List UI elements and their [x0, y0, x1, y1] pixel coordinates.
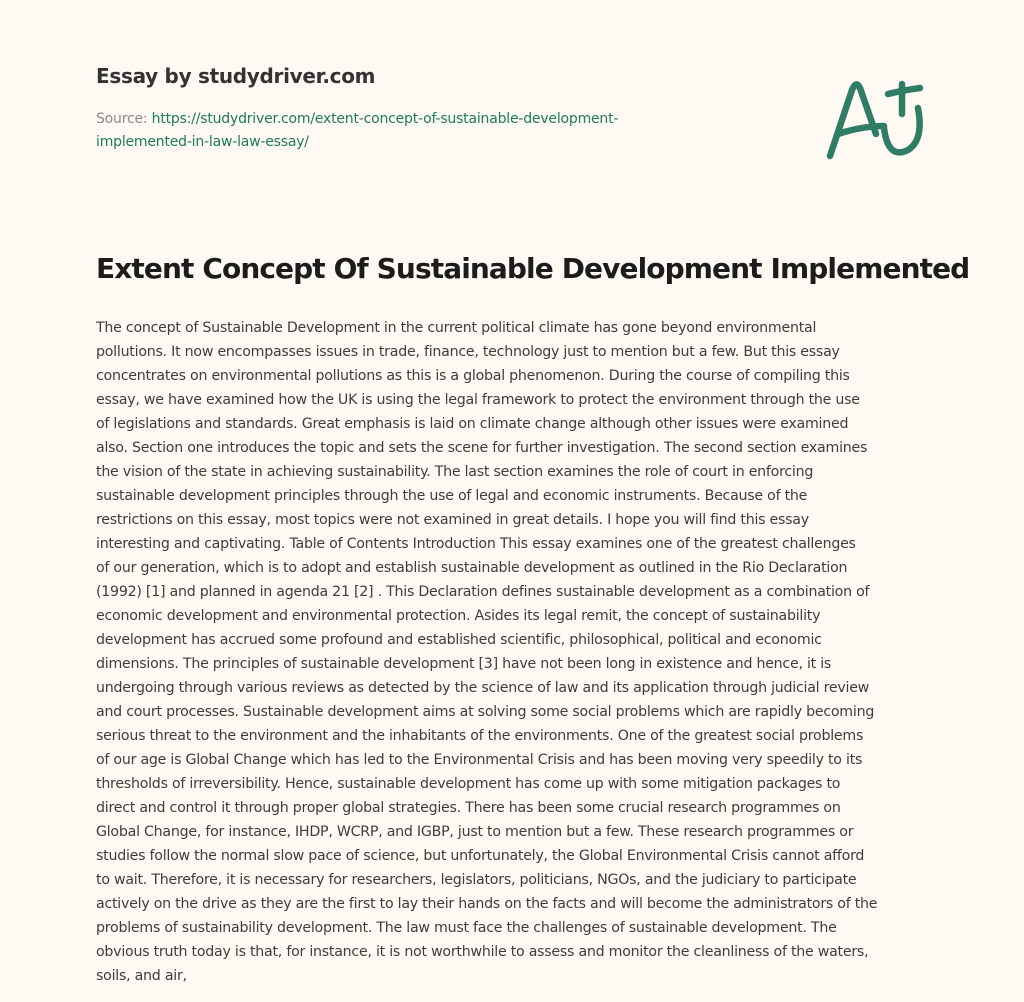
article-body [96, 316, 936, 988]
source-link[interactable] [96, 111, 618, 150]
site-title: Essay by studydriver.com [96, 64, 376, 88]
a-plus-grade-icon [822, 38, 942, 168]
source-link-line2[interactable]: implemented-in-law-law-essay/ [96, 134, 309, 150]
article-line: soils, and air, [96, 968, 187, 984]
article-line: serious threat to the environment and the inhabitants of the environments. One of the greatest social problems [96, 728, 864, 744]
source-link-line1[interactable]: https://studydriver.com/extent-concept-of-sustainable-development- [151, 111, 619, 127]
article-line: sustainable development principles through the use of legal and economic instruments. Because of the [96, 488, 808, 504]
article-line: problems of sustainability development. The law must face the challenges of sustainable development. The [96, 920, 837, 936]
article-line: the vision of the state in achieving sustainability. The last section examines the role of court in enforcing [96, 464, 814, 480]
article-line: (1992) [1] and planned in agenda 21 [2] . This Declaration defines sustainable development as a combination of [96, 584, 870, 600]
article-line: actively on the drive as they are the first to lay their hands on the facts and will become the administrators of the [96, 896, 878, 912]
page-header [96, 64, 736, 154]
article-line: essay, we have examined how the UK is using the legal framework to protect the environment through the use [96, 392, 860, 408]
article-line: economic development and environmental protection. Asides its legal remit, the concept of sustainability [96, 608, 821, 624]
article-line: and court processes. Sustainable development aims at solving some social problems which are rapidly becoming [96, 704, 875, 720]
article-line: of our generation, which is to adopt and establish sustainable development as outlined in the Rio Declaration [96, 560, 848, 576]
article-line: obvious truth today is that, for instance, it is not worthwhile to assess and monitor the cleanliness of the waters, [96, 944, 869, 960]
article-line: also. Section one introduces the topic and sets the scene for further investigation. The second section examines [96, 440, 868, 456]
article-line: of legislations and standards. Great emphasis is laid on climate change although other issues were examined [96, 416, 849, 432]
article-title: Extent Concept Of Sustainable Development Implemented [96, 252, 970, 285]
source-label: Source: [96, 111, 152, 127]
article-line: restrictions on this essay, most topics were not examined in great details. I hope you will find this essay [96, 512, 809, 528]
article-line: interesting and captivating. Table of Contents Introduction This essay examines one of the greatest challenges [96, 536, 856, 552]
article-line: concentrates on environmental pollutions as this is a global phenomenon. During the course of compiling this [96, 368, 850, 384]
article-line: studies follow the normal slow pace of science, but unfortunately, the Global Environmental Crisis cannot afford [96, 848, 865, 864]
article-line: Global Change, for instance, IHDP, WCRP, and IGBP, just to mention but a few. These research programmes or [96, 824, 854, 840]
source-citation [96, 108, 736, 154]
article-line: to wait. Therefore, it is necessary for researchers, legislators, politicians, NGOs, and the judiciary to participate [96, 872, 857, 888]
article-line: pollutions. It now encompasses issues in trade, finance, technology just to mention but a few. But this essay [96, 344, 840, 360]
article-line: thresholds of irreversibility. Hence, sustainable development has come up with some mitigation packages to [96, 776, 841, 792]
article-line: of our age is Global Change which has led to the Environmental Crisis and has been moving very speedily to its [96, 752, 863, 768]
article-line: dimensions. The principles of sustainable development [3] have not been long in existence and hence, it is [96, 656, 832, 672]
article-line: The concept of Sustainable Development in the current political climate has gone beyond environmental [96, 320, 817, 336]
article-line: development has accrued some profound and established scientific, philosophical, political and economic [96, 632, 822, 648]
article-line: direct and control it through proper global strategies. There has been some crucial research programmes on [96, 800, 841, 816]
article-line: undergoing through various reviews as detected by the science of law and its application through judicial review [96, 680, 870, 696]
